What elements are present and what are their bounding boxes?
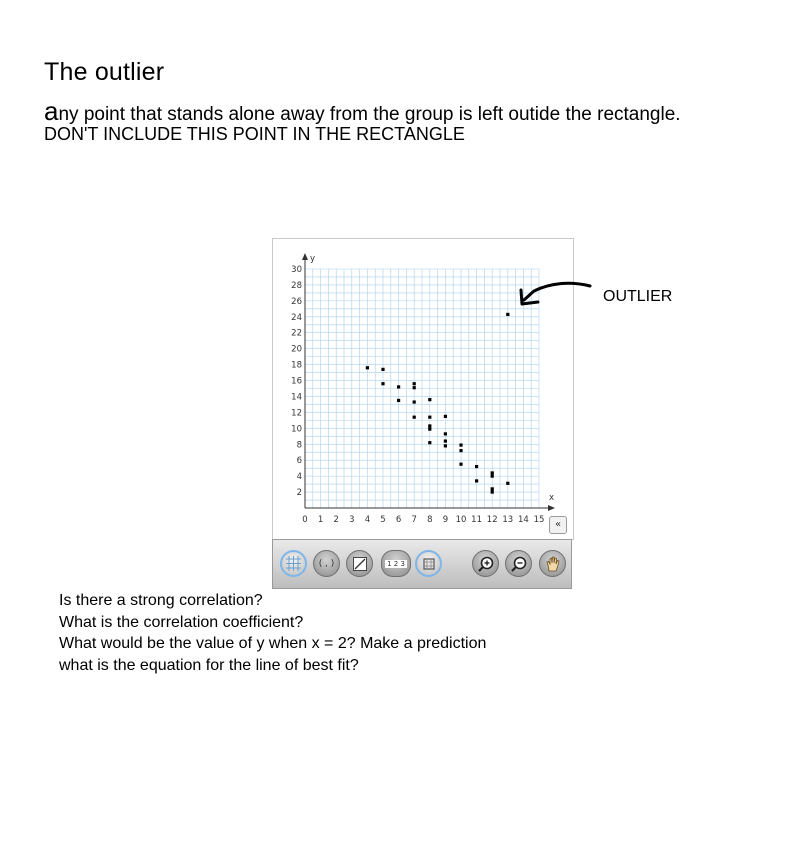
x-tick-label: 8: [427, 515, 433, 525]
x-tick-label: 7: [411, 515, 417, 525]
x-tick-label: 12: [486, 515, 498, 525]
description-first-letter: a: [44, 96, 59, 126]
x-tick-label: 15: [533, 515, 545, 525]
question-4: what is the equation for the line of best fit?: [59, 657, 359, 674]
x-tick-label: 11: [471, 515, 483, 525]
y-tick-label: 2: [296, 488, 302, 499]
x-tick-label: 1: [317, 515, 324, 525]
x-axis-label: x: [549, 493, 555, 503]
x-tick-label: 5: [380, 515, 386, 525]
y-tick-label: 26: [291, 296, 302, 307]
scale-icon: 1 2 3: [387, 559, 405, 568]
y-tick-label: 10: [291, 424, 302, 435]
x-tick-label: 2: [333, 515, 339, 525]
y-tick-label: 12: [291, 408, 302, 419]
x-tick-label: 13: [502, 515, 514, 525]
y-tick-label: 28: [291, 280, 302, 291]
y-tick-label: 20: [291, 344, 302, 355]
x-tick-label: 10: [455, 515, 467, 525]
y-tick-label: 18: [291, 360, 302, 371]
y-tick-label: 22: [291, 328, 302, 339]
page-title: The outlier: [44, 58, 165, 86]
x-tick-label: 4: [364, 515, 371, 525]
x-tick-label: 14: [517, 515, 529, 525]
y-tick-label: 14: [291, 392, 302, 403]
y-axis-label: y: [310, 254, 316, 264]
x-tick-label: 9: [442, 515, 449, 525]
question-3: What would be the value of y when x = 2? Make a prediction: [59, 635, 487, 652]
y-tick-label: 30: [291, 265, 302, 275]
x-tick-label: 3: [349, 515, 355, 525]
y-tick-label: 8: [296, 440, 302, 451]
description-line-2: DON'T INCLUDE THIS POINT IN THE RECTANGLE: [44, 124, 465, 144]
description-rest: ny point that stands alone away from the group is left outide the rectangle.: [58, 104, 681, 125]
outlier-label: OUTLIER: [603, 288, 673, 305]
y-tick-label: 16: [291, 376, 302, 387]
point-icon: ( , ): [318, 558, 335, 569]
question-2: What is the correlation coefficient?: [59, 614, 304, 631]
y-tick-label: 24: [291, 312, 302, 323]
y-tick-label: 6: [296, 456, 302, 467]
collapse-button[interactable]: «: [549, 516, 567, 534]
x-tick-label: 6: [395, 515, 402, 525]
y-tick-label: 4: [296, 472, 302, 483]
x-tick-label: 0: [302, 515, 308, 525]
question-1: Is there a strong correlation?: [59, 592, 263, 609]
